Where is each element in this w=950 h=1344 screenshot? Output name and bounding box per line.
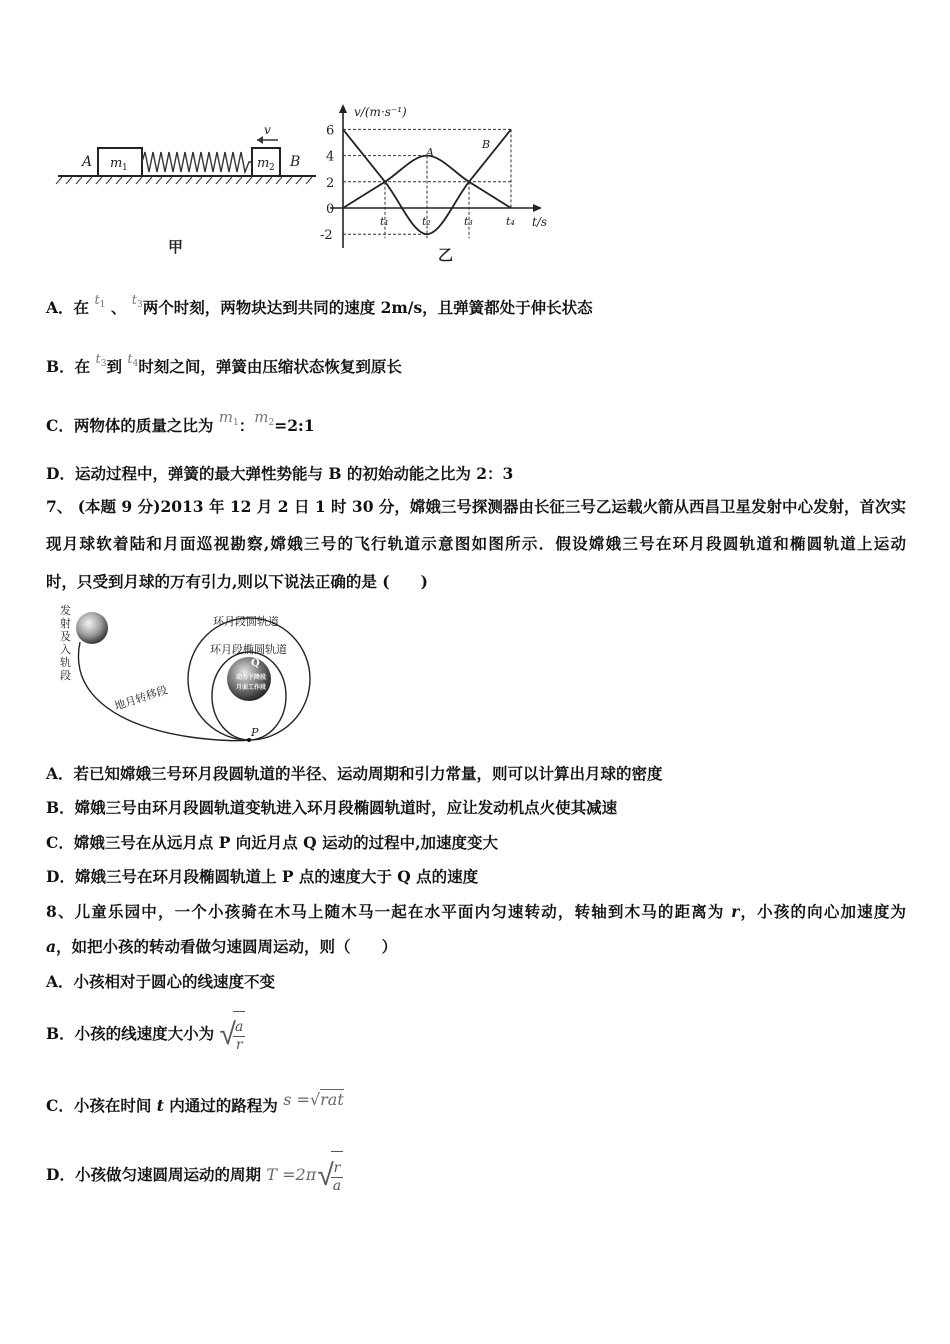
label-m1-sub: 1 xyxy=(122,163,128,173)
q7-stem-line-3: 时，只受到月球的万有引力,则以下说法正确的是 ( ) xyxy=(46,572,428,591)
t3-symbol: t3 xyxy=(131,293,143,310)
svg-text:发: 发 xyxy=(60,604,71,617)
svg-text:段: 段 xyxy=(60,669,71,682)
y-tick-label: -2 xyxy=(320,228,333,244)
point-P-label: P xyxy=(251,726,259,739)
svg-text:及: 及 xyxy=(60,630,71,643)
svg-text:轨: 轨 xyxy=(60,656,71,669)
caption-jia: 甲 xyxy=(168,238,184,256)
sqrt-r-over-a: √ $\frac{r}{a}$ xyxy=(317,1150,343,1202)
q7-option-d: D．嫦娥三号在环月段椭圆轨道上 P 点的速度大于 Q 点的速度 xyxy=(46,867,479,886)
y-axis-label: v/(m·s⁻¹) xyxy=(354,105,407,119)
q7-stem-line-1: 7、 (本题 9 分)2013 年 12 月 2 日 1 时 30 分，嫦娥三号探测器由长征三号乙运载火箭从西昌卫星发射中心发射，首次实 xyxy=(46,497,906,516)
velocity-arrowhead xyxy=(257,136,263,144)
ellipse-orbit-label: 环月段椭圆轨道 xyxy=(210,643,287,656)
label-A: A xyxy=(82,154,93,170)
t4-symbol: t4 xyxy=(127,352,139,369)
q8-option-b: B．小孩的线速度大小为 √ $\frac{a}{r}$ xyxy=(46,1010,245,1060)
q8-stem-line-2: a，如把小孩的转动看做匀速圆周运动，则（ ） xyxy=(46,937,398,956)
figure-lunar-orbit xyxy=(50,600,320,750)
q6-option-a: A．在 $^{t_1}$ 、 $^{t_3}$两个时刻，两物块达到共同的速度 2m/s，且弹簧都处于伸长状态 xyxy=(46,293,593,317)
period-formula: T =2π xyxy=(266,1165,317,1184)
y-axis-arrow xyxy=(339,104,347,113)
figure-jia xyxy=(50,110,330,270)
q8-option-d: D．小孩做匀速圆周运动的周期 T =2π √ $\frac{r}{a}$ xyxy=(46,1150,343,1202)
curve-label-A: A xyxy=(426,146,434,159)
x-tick-label: t₂ xyxy=(422,215,431,228)
m1-symbol: $m_1$ xyxy=(218,408,239,428)
moon-text-2: 月面工作段 xyxy=(236,684,267,691)
x-axis-arrow xyxy=(533,204,542,212)
q6-option-c: C．两物体的质量之比为 $m_1$：$m_2=2:1$ xyxy=(46,408,315,435)
sqrt-a-over-r: √ $\frac{a}{r}$ xyxy=(220,1010,246,1060)
path-formula: s =√rat xyxy=(283,1090,344,1109)
q7-option-a: A．若已知嫦娥三号环月段圆轨道的半径、运动周期和引力常量，则可以计算出月球的密度 xyxy=(46,764,663,783)
m2-symbol: $m_2$ xyxy=(254,408,275,428)
label-m1: m xyxy=(110,156,123,171)
x-tick-label: t₄ xyxy=(506,215,515,228)
figure-yi-vt-chart xyxy=(310,100,570,270)
y-tick-label: 6 xyxy=(326,123,335,139)
label-m2-sub: 2 xyxy=(269,163,275,173)
q8-stem-line-1: 8、儿童乐园中，一个小孩骑在木马上随木马一起在水平面内匀速转动，转轴到木马的距离为 r，小孩的向心加速度为 xyxy=(46,902,906,921)
x-axis-label: t/s xyxy=(532,215,548,229)
label-m2: m xyxy=(257,156,270,171)
point-Q-label: Q xyxy=(251,658,260,669)
y-tick-label: 2 xyxy=(326,175,335,191)
y-tick-label: 0 xyxy=(326,202,335,217)
q8-option-c: C．小孩在时间 t 内通过的路程为 s =√rat xyxy=(46,1090,344,1115)
earth xyxy=(76,612,108,644)
transfer-label: 地月转移段 xyxy=(112,683,170,713)
circle-orbit-label: 环月段圆轨道 xyxy=(213,615,279,628)
svg-text:射: 射 xyxy=(60,617,71,630)
x-tick-label: t₃ xyxy=(464,215,473,228)
ground-hatching xyxy=(56,177,312,184)
x-tick-label: t₁ xyxy=(380,215,389,228)
label-v: v xyxy=(264,123,271,137)
t1-symbol: t1 xyxy=(94,293,106,310)
q6-option-b: B．在 $^{t_3}$到 $^{t_4}$时刻之间，弹簧由压缩状态恢复到原长 xyxy=(46,352,402,376)
t3-symbol: t3 xyxy=(95,352,107,369)
q7-stem-line-2: 现月球软着陆和月面巡视勘察,嫦娥三号的飞行轨道示意图如图所示．假设嫦娥三号在环月段圆轨道和椭圆轨道上运动 xyxy=(46,534,906,553)
curve-label-B: B xyxy=(482,138,491,151)
caption-yi: 乙 xyxy=(438,246,454,264)
launch-label xyxy=(60,603,71,682)
q6-option-d: D．运动过程中，弹簧的最大弹性势能与 B 的初始动能之比为 2：3 xyxy=(46,464,514,483)
q7-option-b: B．嫦娥三号由环月段圆轨道变轨进入环月段椭圆轨道时，应让发动机点火使其减速 xyxy=(46,798,618,817)
moon-text-1: 动力下降段 xyxy=(236,674,267,681)
q7-option-c: C．嫦娥三号在从远月点 P 向近月点 Q 运动的过程中,加速度变大 xyxy=(46,833,498,852)
q8-option-a: A．小孩相对于圆心的线速度不变 xyxy=(46,972,276,991)
svg-text:入: 入 xyxy=(60,643,71,656)
label-B: B xyxy=(290,154,301,170)
spring xyxy=(142,152,252,172)
y-tick-label: 4 xyxy=(326,149,335,165)
